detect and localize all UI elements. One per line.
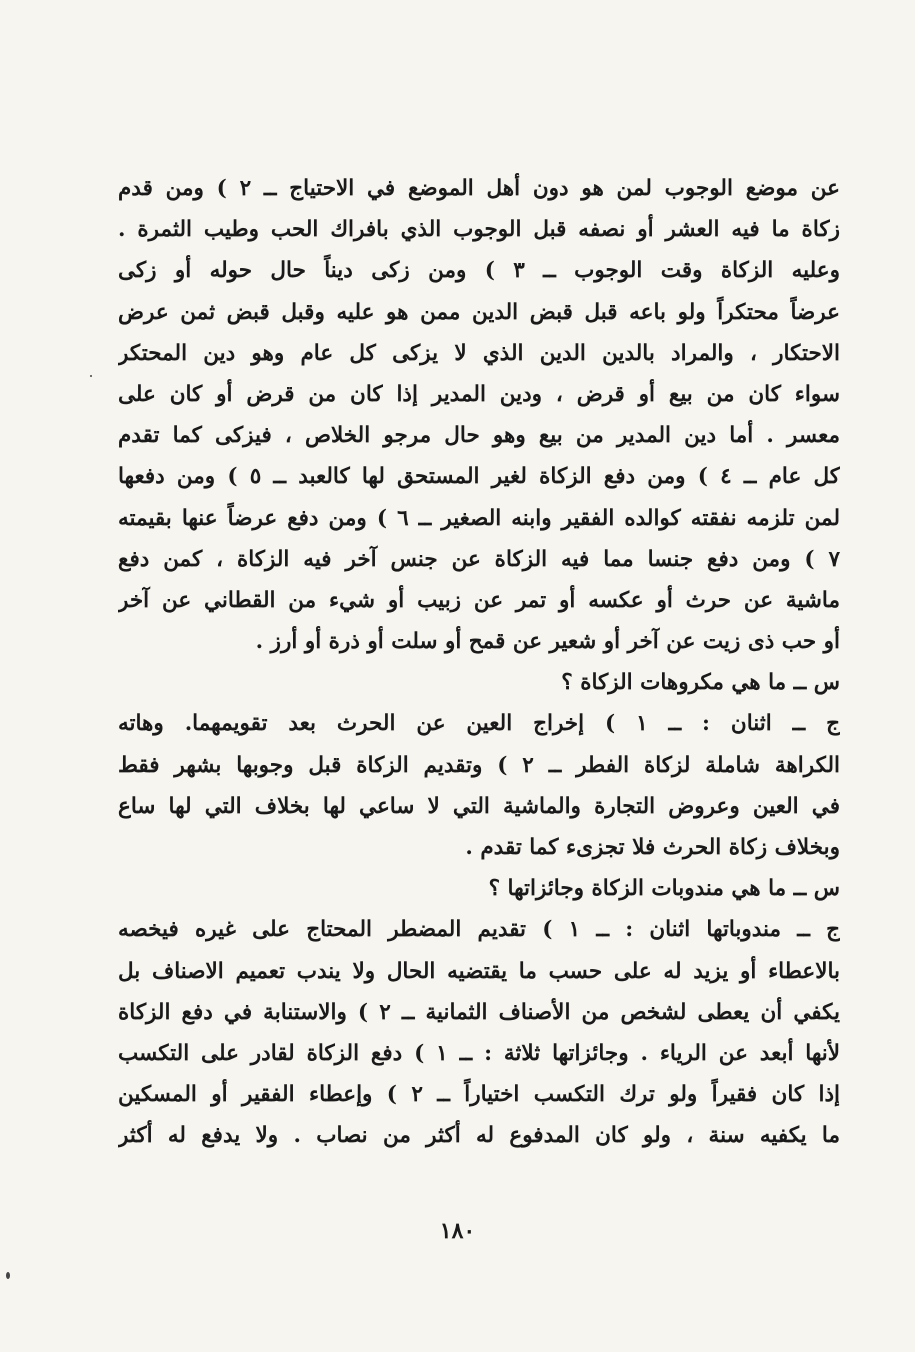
text-line: عن موضع الوجوب لمن هو دون أهل الموضع في الاحتياج ــ ٢ ) ومن قدم [118,176,840,201]
text-line: ج ــ اثنان : ــ ١ ) إخراج العين عن الحرث بعد تقويمهما. وهاته [118,711,840,737]
question-heading: س ــ ما هي مكروهات الزكاة ؟ [561,670,840,696]
question-heading: س ــ ما هي مندوبات الزكاة وجائزاتها ؟ [488,876,840,902]
scan-speck [6,1272,10,1279]
text-line: معسر . أما دين المدير من بيع وهو حال مرجو الخلاص ، فيزكى كما تقدم [118,423,840,449]
text-line: بالاعطاء أو يزيد له على حسب ما يقتضيه الحال ولا يندب تعميم الاصناف بل [118,958,840,984]
text-line: الاحتكار ، والمراد بالدين الدين الذي لا يزكى كل عام وهو دين المحتكر [118,340,840,366]
text-line: لأنها أبعد عن الرياء . وجائزاتها ثلاثة : ــ ١ ) دفع الزكاة لقادر على التكسب [118,1040,840,1066]
text-line: إذا كان فقيراً ولو ترك التكسب اختياراً ــ ٢ ) وإعطاء الفقير أو المسكين [118,1082,840,1108]
text-line: ٧ ) ومن دفع جنسا مما فيه الزكاة عن جنس آخر فيه الزكاة ، كمن دفع [118,546,840,572]
text-line: وبخلاف زكاة الحرث فلا تجزىء كما تقدم . [465,835,840,860]
page-number: ١٨٠ [439,1218,476,1244]
text-line: زكاة ما فيه العشر أو نصفه قبل الوجوب الذي بافراك الحب وطيب الثمرة . [118,217,840,243]
text-line: ج ــ مندوباتها اثنان : ــ ١ ) تقديم المضطر المحتاج على غيره فيخصه [118,917,840,943]
text-line: يكفي أن يعطى لشخص من الأصناف الثمانية ــ ٢ ) والاستنابة في دفع الزكاة [118,999,840,1025]
text-line: وعليه الزكاة وقت الوجوب ــ ٣ ) ومن زكى ديناً حال حوله أو زكى [118,258,840,284]
text-line: سواء كان من بيع أو قرض ، ودين المدير إذا كان من قرض أو كان على [118,381,840,407]
text-line: لمن تلزمه نفقته كوالده الفقير وابنه الصغير ــ ٦ ) ومن دفع عرضاً عنها بقيمته [118,505,840,531]
text-line: عرضاً محتكراً ولو باعه قبل قبض الدين ممن هو عليه وقبل قبض ثمن عرض [118,299,840,325]
text-line: أو حب ذى زيت عن آخر أو شعير عن قمح أو سلت أو ذرة أو أرز . [255,629,840,655]
text-line: ما يكفيه سنة ، ولو كان المدفوع له أكثر من نصاب . ولا يدفع له أكثر [118,1123,840,1149]
text-line: كل عام ــ ٤ ) ومن دفع الزكاة لغير المستحق لها كالعبد ــ ٥ ) ومن دفعها [118,464,840,490]
text-line: في العين وعروض التجارة والماشية التي لا ساعي لها بخلاف التي لها ساع [118,793,840,819]
text-line: الكراهة شاملة لزكاة الفطر ــ ٢ ) وتقديم الزكاة قبل وجوبها بشهر فقط [118,752,840,778]
body-text [118,168,840,1157]
text-line: ماشية عن حرث أو عكسه أو تمر عن زبيب أو شيء من القطاني عن آخر [118,587,840,613]
scan-speck [90,375,92,377]
